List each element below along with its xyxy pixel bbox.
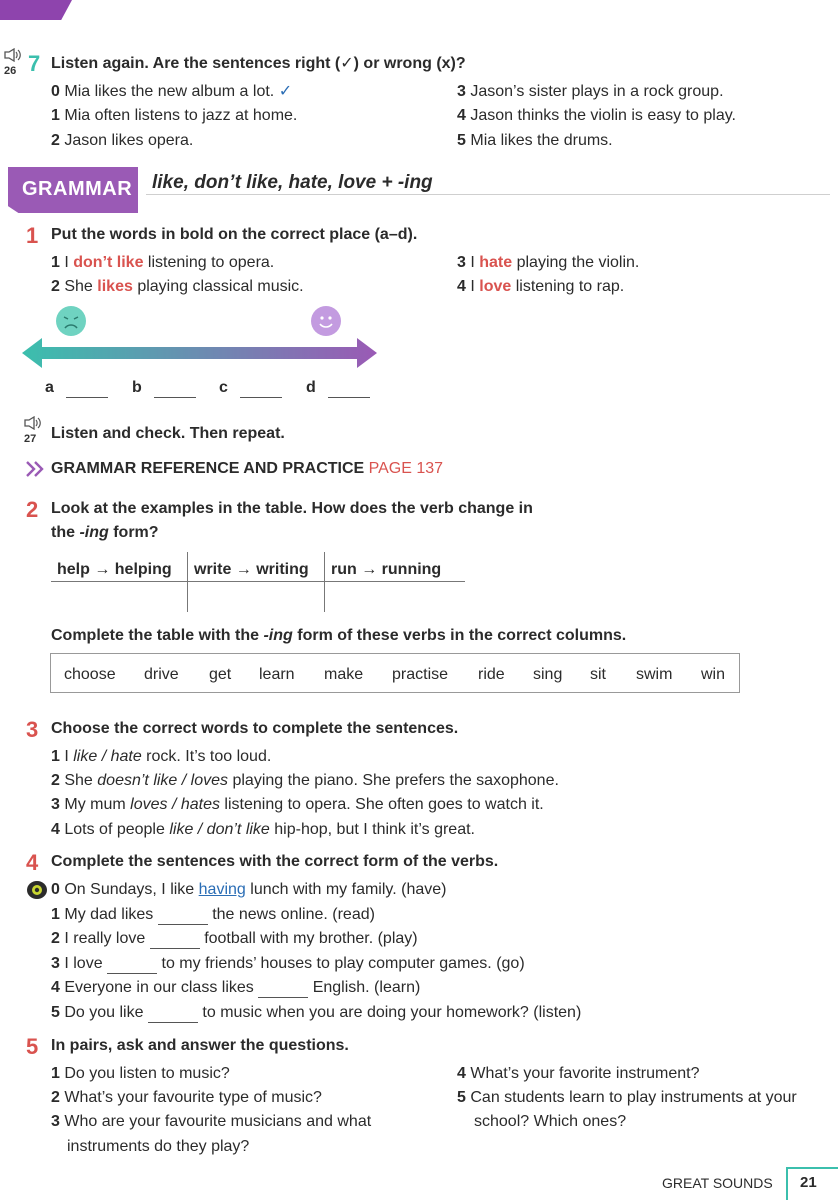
list-item [457, 253, 639, 273]
item-text: listening to opera. She often goes to watch it. [219, 796, 544, 813]
item-text: I really love [64, 930, 146, 947]
item-number: 5 [457, 1089, 466, 1106]
item-text: the news online. (read) [212, 906, 375, 923]
item-number: 4 [457, 107, 466, 124]
answer-blank[interactable] [158, 910, 208, 925]
blank-label: a [45, 379, 54, 396]
item-text: listening to opera. [143, 254, 275, 271]
item-number: 0 [51, 881, 60, 898]
table-header: help → helping [57, 561, 172, 578]
sad-face-icon [55, 305, 87, 342]
list-item [51, 106, 297, 126]
footer-unit-title: GREAT SOUNDS [662, 1175, 773, 1191]
list-item [51, 905, 375, 925]
scale-blank-d[interactable] [306, 378, 370, 398]
item-number: 2 [51, 772, 60, 789]
example-answer: having [198, 881, 246, 898]
grammar-reference-link[interactable] [51, 459, 443, 479]
item-text: Jason’s sister plays in a rock group. [470, 83, 724, 100]
item-text: playing classical music. [132, 278, 304, 295]
item-text: I [64, 748, 74, 765]
exercise-instruction: In pairs, ask and answer the questions. [51, 1037, 349, 1054]
text: -ing [263, 627, 293, 644]
audio-number: 26 [4, 65, 17, 77]
item-text: She [64, 278, 98, 295]
item-text: Who are your favourite musicians and what [64, 1113, 372, 1130]
grammar-title: like, don’t like, hate, love + -ing [152, 172, 433, 193]
item-number: 2 [51, 1089, 60, 1106]
blank-label: d [306, 379, 316, 396]
list-item [51, 277, 304, 297]
item-number: 2 [51, 930, 60, 947]
list-item [51, 253, 274, 273]
choice-words[interactable]: like / don’t like [169, 821, 270, 838]
exercise-number: 5 [26, 1034, 39, 1059]
item-text: She [64, 772, 98, 789]
item-number: 4 [51, 821, 60, 838]
word-box-item: win [701, 666, 726, 683]
reference-page: PAGE 137 [368, 460, 444, 477]
item-number: 3 [51, 1113, 60, 1130]
item-text: playing the piano. She prefers the saxophone. [228, 772, 559, 789]
list-item [51, 771, 559, 791]
exercise-instruction: Put the words in bold on the correct place (a–d). [51, 226, 418, 243]
list-item [457, 131, 613, 151]
list-item [457, 277, 624, 297]
list-item [51, 1003, 581, 1023]
item-text: playing the violin. [512, 254, 640, 271]
exercise-number: 4 [26, 850, 39, 875]
answer-blank[interactable] [107, 959, 157, 974]
item-number: 1 [51, 1065, 60, 1082]
scale-blank-a[interactable] [45, 378, 108, 398]
grammar-divider [146, 194, 830, 195]
listen-instruction: Listen and check. Then repeat. [51, 425, 285, 442]
example-item [51, 880, 446, 900]
answer-blank[interactable] [150, 934, 200, 949]
exercise-instruction-cont [51, 523, 159, 543]
word-box-item: choose [64, 666, 116, 683]
word-box-item: learn [259, 666, 295, 683]
answer-blank[interactable] [148, 1008, 198, 1023]
item-number: 4 [51, 979, 60, 996]
exercise-number: 1 [26, 223, 39, 248]
item-number: 0 [51, 83, 60, 100]
grammar-label: GRAMMAR [22, 178, 133, 200]
text: -ing [79, 524, 109, 541]
item-text: to my friends’ houses to play computer games. (go) [161, 955, 525, 972]
header-tab [0, 0, 72, 20]
choice-words[interactable]: loves / hates [130, 796, 220, 813]
exercise-number: 2 [26, 497, 39, 522]
item-text: I [470, 254, 480, 271]
item-text: rock. It’s too loud. [141, 748, 272, 765]
word-box-item: practise [392, 666, 449, 683]
list-item [51, 82, 292, 102]
eye-icon [26, 880, 48, 905]
item-number: 1 [51, 254, 60, 271]
item-text: My dad likes [64, 906, 154, 923]
list-item [51, 795, 544, 815]
item-text: football with my brother. (play) [204, 930, 418, 947]
item-number: 1 [51, 107, 60, 124]
exercise-instruction: Choose the correct words to complete the sentences. [51, 720, 459, 737]
scale-blank-c[interactable] [219, 378, 282, 398]
item-text: What’s your favourite type of music? [64, 1089, 322, 1106]
list-item [51, 820, 475, 840]
item-text: Mia often listens to jazz at home. [64, 107, 298, 124]
blank-label: c [219, 379, 228, 396]
list-item [51, 954, 525, 974]
item-text: I [64, 254, 74, 271]
item-text: Mia likes the drums. [470, 132, 613, 149]
item-text: My mum [64, 796, 131, 813]
item-text: Do you like [64, 1004, 144, 1021]
happy-face-icon [310, 305, 342, 342]
exercise-instruction: Look at the examples in the table. How does the verb change in [51, 500, 533, 517]
word-box-item: ride [478, 666, 505, 683]
tick-mark: ✓ [278, 83, 293, 100]
item-text: Lots of people [64, 821, 170, 838]
text: form of these verbs in the correct columns. [292, 627, 627, 644]
word-box-item: swim [636, 666, 673, 683]
list-item [51, 978, 420, 998]
blank-label: b [132, 379, 142, 396]
ing-table [51, 552, 465, 612]
table-header: run → running [331, 561, 442, 578]
reference-text: GRAMMAR REFERENCE AND PRACTICE [51, 460, 365, 477]
item-text: English. (learn) [312, 979, 421, 996]
text: Complete the table with the [51, 627, 264, 644]
item-number: 3 [51, 955, 60, 972]
item-text: listening to rap. [511, 278, 625, 295]
item-text: Can students learn to play instruments at your [470, 1089, 797, 1106]
word-box-item: make [324, 666, 364, 683]
item-number: 2 [51, 278, 60, 295]
item-text: I love [64, 955, 103, 972]
audio-number: 27 [24, 433, 37, 445]
list-item [51, 131, 193, 151]
speaker-icon [4, 48, 22, 62]
list-item-cont: instruments do they play? [67, 1138, 250, 1155]
item-text: I [470, 278, 480, 295]
choice-words[interactable]: like / hate [73, 748, 142, 765]
like-scale-arrow [22, 338, 377, 373]
item-text: to music when you are doing your homework? (listen) [202, 1004, 582, 1021]
item-number: 4 [457, 278, 466, 295]
item-number: 4 [457, 1065, 466, 1082]
item-text: Everyone in our class likes [64, 979, 254, 996]
list-item [51, 929, 418, 949]
exercise-instruction: Complete the sentences with the correct form of the verbs. [51, 853, 499, 870]
item-number: 3 [457, 254, 466, 271]
page-number: 21 [800, 1174, 817, 1191]
list-item [457, 106, 736, 126]
audio-track-27[interactable] [24, 416, 46, 445]
word-box-item: sing [533, 666, 563, 683]
exercise-number: 7 [28, 51, 41, 76]
item-text: Jason likes opera. [64, 132, 194, 149]
exercise-instruction: Listen again. Are the sentences right (✓) or wrong (x)? [51, 55, 466, 72]
word-box-item: get [209, 666, 232, 683]
item-text: Mia likes the new album a lot. [64, 83, 275, 100]
item-text: lunch with my family. (have) [245, 881, 447, 898]
list-item [457, 1088, 797, 1108]
speaker-icon [24, 416, 42, 430]
bold-word: likes [97, 278, 133, 295]
text: form? [108, 524, 159, 541]
complete-instruction [51, 626, 626, 646]
text: the [51, 524, 80, 541]
word-box-item: drive [144, 666, 179, 683]
answer-blank[interactable] [258, 983, 308, 998]
double-chevron-icon [26, 461, 48, 482]
choice-words[interactable]: doesn’t like / loves [97, 772, 229, 789]
bold-word: love [479, 278, 512, 295]
word-box-item: sit [590, 666, 606, 683]
list-item [457, 82, 724, 102]
list-item-cont: school? Which ones? [474, 1113, 627, 1130]
table-header: write → writing [194, 561, 309, 578]
item-number: 3 [457, 83, 466, 100]
item-text: What’s your favorite instrument? [470, 1065, 700, 1082]
list-item [457, 1064, 700, 1084]
item-text: Do you listen to music? [64, 1065, 230, 1082]
bold-word: don’t like [73, 254, 144, 271]
item-text: Jason thinks the violin is easy to play. [470, 107, 736, 124]
exercise-number: 3 [26, 717, 39, 742]
item-number: 1 [51, 748, 60, 765]
item-text: hip-hop, but I think it’s great. [269, 821, 475, 838]
bold-word: hate [479, 254, 513, 271]
scale-blank-b[interactable] [132, 378, 196, 398]
list-item [51, 747, 271, 767]
item-text: On Sundays, I like [64, 881, 199, 898]
item-number: 2 [51, 132, 60, 149]
item-number: 3 [51, 796, 60, 813]
list-item [51, 1112, 371, 1132]
audio-track-26[interactable] [4, 48, 24, 77]
item-number: 1 [51, 906, 60, 923]
list-item [51, 1088, 322, 1108]
item-number: 5 [51, 1004, 60, 1021]
list-item [51, 1064, 230, 1084]
item-number: 5 [457, 132, 466, 149]
